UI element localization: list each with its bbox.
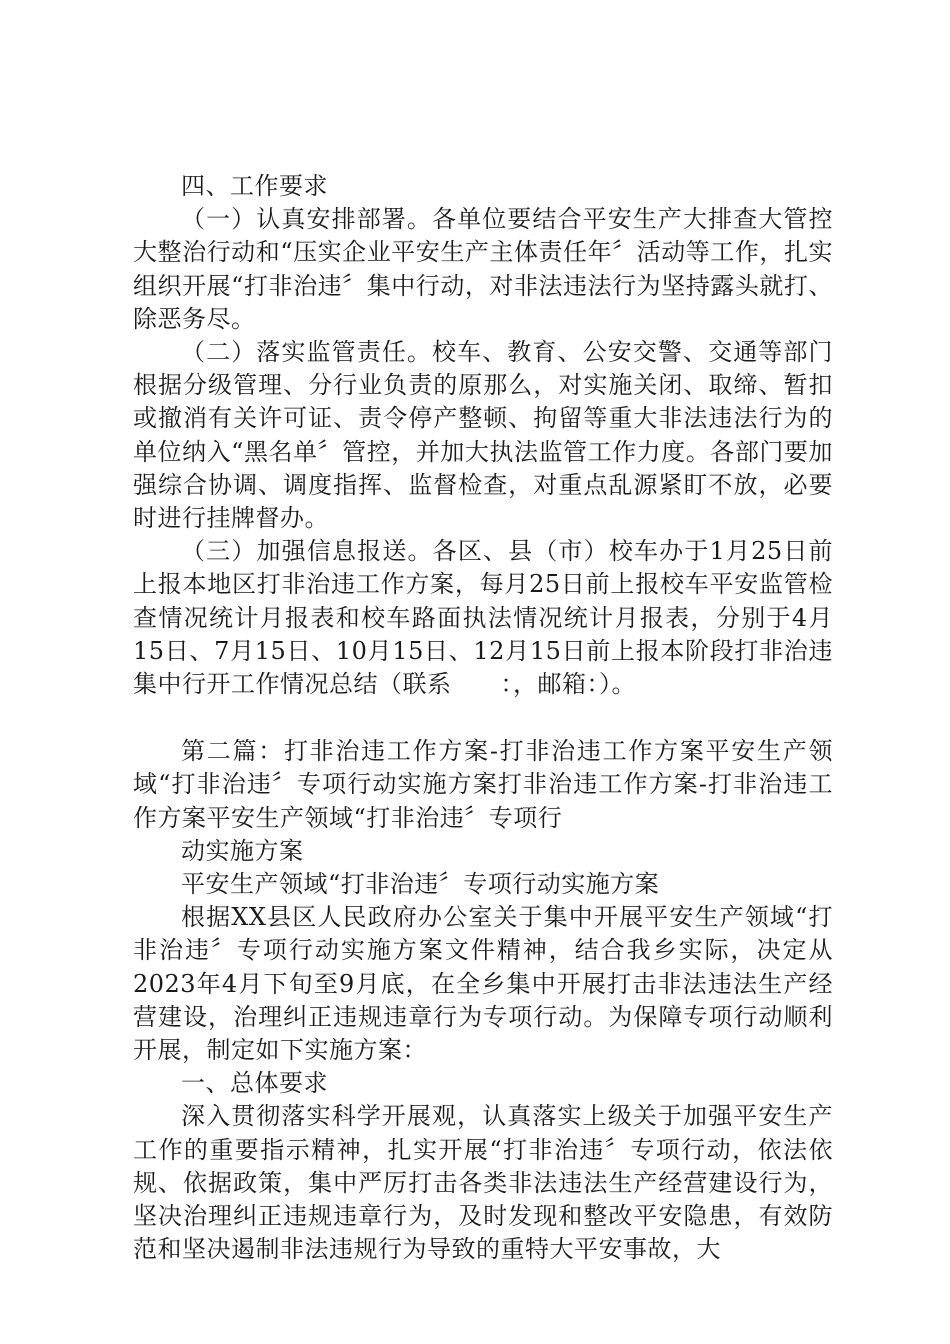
section-heading-work-requirements: 四、工作要求 (181, 172, 328, 200)
document-page (133, 170, 833, 1267)
part2-subtitle: 平安生产领域“打非治违〞专项行动实施方案 (181, 870, 660, 899)
paragraph-supervision: （二）落实监管责任。校车、教育、公安交警、交通等部门根据分级管理、分行业负责的原那么，对实施关闭、取缔、暂扣或撤消有关许可证、责令停产整顿、拘留等重大非法违法行为的单位纳入“黑名单〞管控，并加大执法监管工作力度。各部门要加强综合协调、调度指挥、监督检查，对重点乱源紧盯不放，必要时进行挂牌督办。 (133, 338, 833, 533)
part2-general-requirements-body: 深入贯彻落实科学开展观，认真落实上级关于加强平安生产工作的重要指示精神，扎实开展“打非治违〞专项行动，依法依规、依据政策，集中严厉打击各类非法违法生产经营建设行为，坚决治理纠正违规违章行为，及时发现和整改平安隐患，有效防范和坚决遏制非法违规行为导致的重特大平安事故，大 (133, 1102, 833, 1264)
paragraph-reporting: （三）加强信息报送。各区、县（市）校车办于1月25日前上报本地区打非治违工作方案，每月25日前上报校车平安监管检查情况统计月报表和校车路面执法情况统计月报表，分别于4月15日、7月15日、10月15日、12月15日前上报本阶段打非治违集中行开工作情况总结（联系 ：，邮箱：）。 (133, 537, 833, 699)
part2-intro: 根据XX县区人民政府办公室关于集中开展平安生产领域“打非治违〞专项行动实施方案文件精神，结合我乡实际，决定从2023年4月下旬至9月底，在全乡集中开展打击非法违法生产经营建设，治理纠正违规违章行为专项行动。为保障专项行动顺利开展，制定如下实施方案： (133, 903, 833, 1065)
part2-title-continuation: 动实施方案 (181, 836, 304, 865)
part2-heading-general-requirements: 一、总体要求 (181, 1069, 328, 1098)
part2-title: 第二篇：打非治违工作方案-打非治违工作方案平安生产领域“打非治违〞专项行动实施方案打非治违工作方案-打非治违工作方案平安生产领域“打非治违〞专项行 (133, 737, 833, 832)
section-gap (133, 701, 833, 735)
paragraph-deployment: （一）认真安排部署。各单位要结合平安生产大排查大管控大整治行动和“压实企业平安生产主体责任年〞活动等工作，扎实组织开展“打非治违〞集中行动，对非法违法行为坚持露头就打、除恶务尽。 (133, 205, 833, 333)
